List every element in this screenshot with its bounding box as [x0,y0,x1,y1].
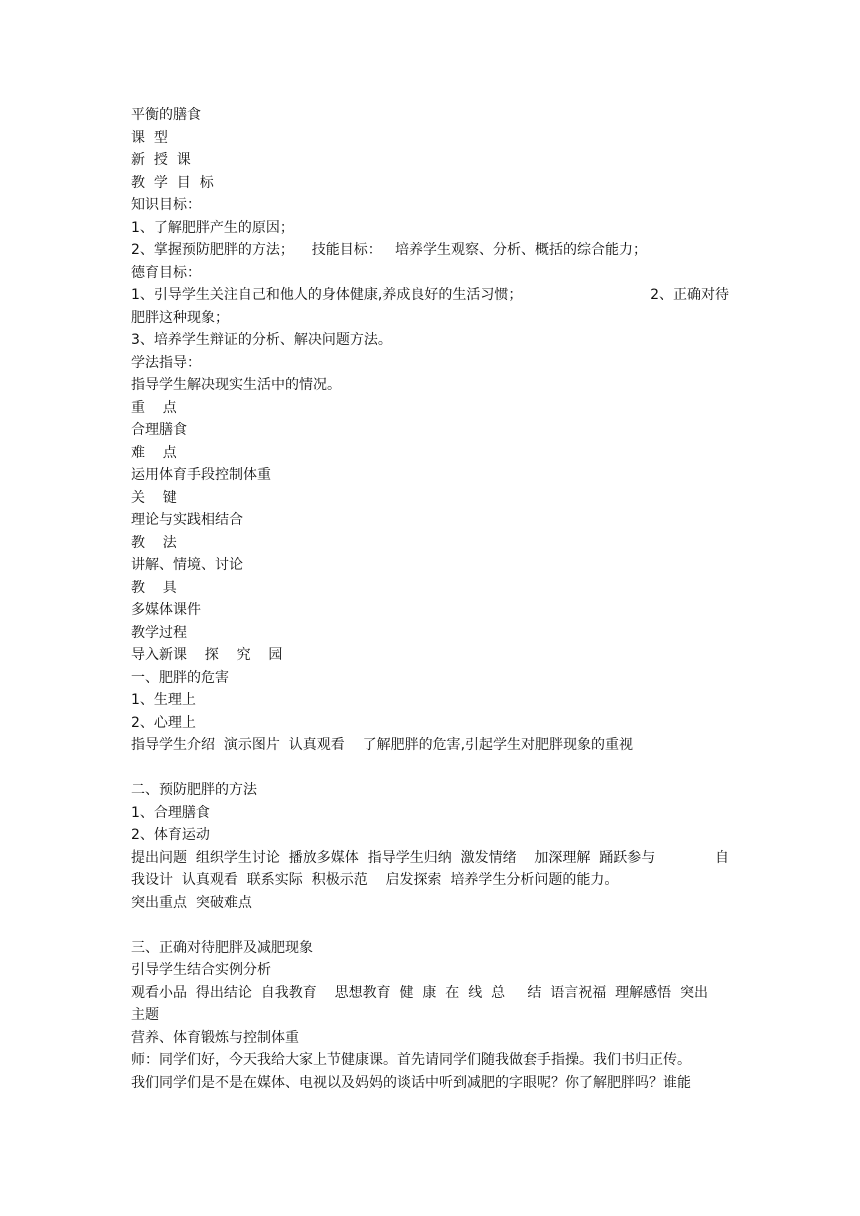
blank-line [131,914,729,937]
document-body [131,104,729,1094]
text-line: 营养、体育锻炼与控制体重 [131,1029,299,1046]
text-line-left: 提出问题 组织学生讨论 播放多媒体 指导学生归纳 激发情绪 加深理解 踊跃参与 [131,849,656,866]
text-line-left: 观看小品 得出结论 自我教育 思想教育 健 康 在 线 总 结 语言祝福 理解感悟 突出 [131,984,709,1001]
text-line: 2、心理上 [131,714,196,731]
text-line [131,284,729,307]
text-line: 教 具 [131,579,177,596]
text-line: 1、合理膳食 [131,804,210,821]
text-line: 理论与实践相结合 [131,512,243,528]
text-line: 肥胖这种现象； [131,309,229,326]
text-line: 指导学生解决现实生活中的情况。 [131,377,341,393]
text-line: 课 型 [131,129,168,146]
text-line: 引导学生结合实例分析 [131,962,271,978]
text-line: 重 点 [131,399,177,416]
text-line: 运用体育手段控制体重 [131,467,271,483]
text-line: 关 键 [131,489,177,506]
text-line: 知识目标： [131,197,201,213]
text-line: 1、了解肥胖产生的原因； [131,219,294,236]
text-line: 德育目标： [131,264,201,281]
text-line: 3、培养学生辩证的分析、解决问题方法。 [131,332,392,348]
text-line-left: 1、引导学生关注自己和他人的身体健康,养成良好的生活习惯； [131,287,523,303]
text-line: 三、正确对待肥胖及减肥现象 [131,939,313,956]
text-line: 突出重点 突破难点 [131,894,252,911]
text-line-left: 我们同学们是不是在媒体、电视以及妈妈的谈话中听到减肥的字眼呢？你了解肥胖吗？谁能 [131,1074,691,1091]
text-line: 多媒体课件 [131,602,201,618]
text-line [131,982,729,1005]
text-line: 学法指导： [131,354,201,371]
text-line: 主题 [131,1007,159,1023]
text-line: 教 学 目 标 [131,174,214,191]
text-line-right: 自 [715,849,729,866]
text-line: 2、掌握预防肥胖的方法； 技能目标： 培养学生观察、分析、概括的综合能力； [131,242,648,258]
text-line: 教学过程 [131,624,187,641]
text-line [131,847,729,870]
text-line: 导入新课 探 究 园 [131,647,283,663]
text-line-left: 师：同学们好，今天我给大家上节健康课。首先请同学们随我做套手指操。我们书归正传。 [131,1052,691,1068]
text-line: 二、预防肥胖的方法 [131,782,257,798]
blank-line [131,757,729,780]
text-line [131,1049,729,1072]
text-line: 合理膳食 [131,422,187,438]
text-line-right: 2、正确对待 [650,287,729,303]
text-line: 2、体育运动 [131,827,210,843]
text-line: 1、生理上 [131,692,196,708]
text-line: 难 点 [131,444,177,461]
text-line: 平衡的膳食 [131,107,201,123]
text-line: 新 授 课 [131,152,191,168]
text-line: 一、肥胖的危害 [131,669,229,686]
text-line: 讲解、情境、讨论 [131,557,243,573]
text-line: 教 法 [131,534,177,551]
text-line: 我设计 认真观看 联系实际 积极示范 启发探索 培养学生分析问题的能力。 [131,872,619,888]
text-line [131,1072,729,1095]
text-line: 指导学生介绍 演示图片 认真观看 了解肥胖的危害,引起学生对肥胖现象的重视 [131,737,634,753]
